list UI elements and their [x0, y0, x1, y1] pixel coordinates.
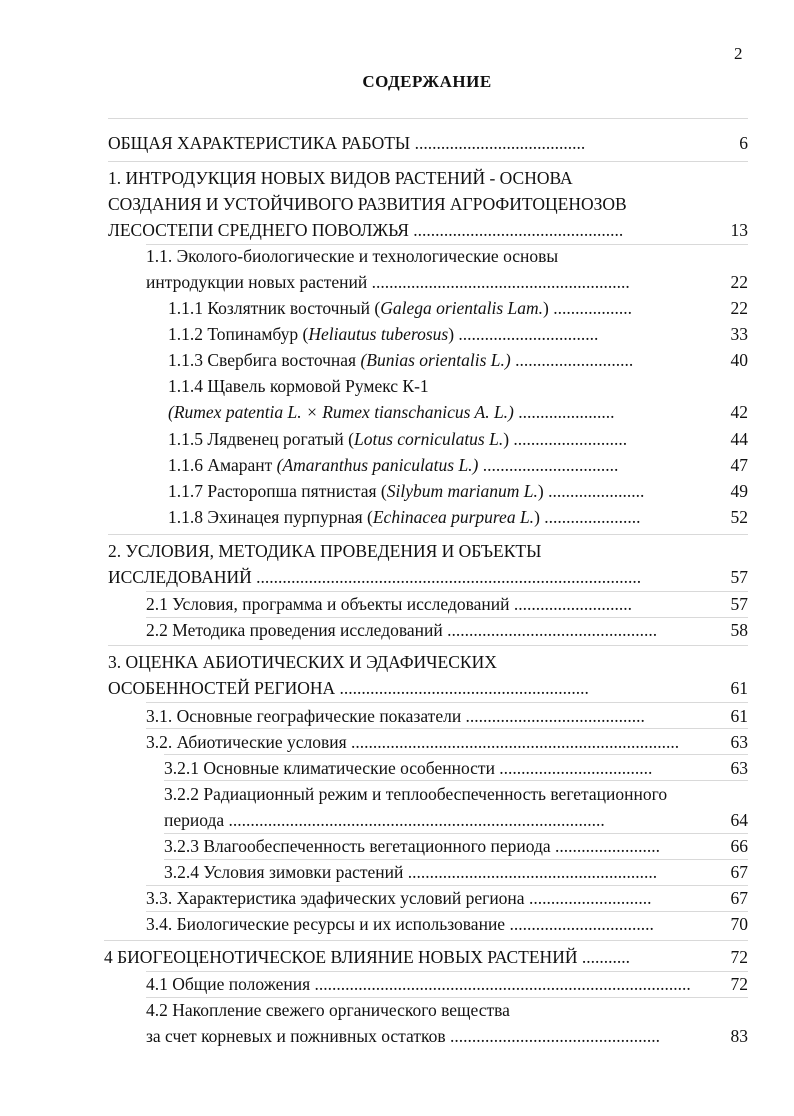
- toc-page-number: 83: [730, 1026, 748, 1046]
- toc-entry-3-2-2-line2: периода ......................................................................................: [164, 810, 605, 830]
- entry-text: 1.1.1 Козлятник восточный (: [168, 298, 381, 318]
- toc-page-number: 66: [730, 836, 748, 856]
- toc-entry-3-2: 3.2. Абиотические условия ...........................................................................: [146, 732, 680, 752]
- toc-page-number: 72: [730, 947, 748, 967]
- toc-entry-4-2-line2: за счет корневых и пожнивных остатков ................................................: [146, 1026, 660, 1046]
- entry-text: 1.1.2 Топинамбур (: [168, 324, 309, 344]
- entry-leader: ...............................: [478, 455, 619, 475]
- toc-entry-1-1: 1.1. Эколого-биологические и технологические основы: [146, 246, 559, 266]
- latin-name: Lotus corniculatus L.: [353, 429, 504, 449]
- toc-page-number: 57: [730, 594, 748, 614]
- toc-page-number: 72: [730, 974, 748, 994]
- latin-name: Heliautus tuberosus: [308, 324, 449, 344]
- latin-name: (Amaranthus paniculatus L.): [276, 455, 479, 475]
- divider: [108, 118, 748, 119]
- toc-page-number: 63: [730, 758, 748, 778]
- page-number: 2: [734, 44, 743, 63]
- toc-entry-1-1-line2: интродукции новых растений ...........................................................: [146, 272, 630, 292]
- toc-page-number: 22: [730, 298, 748, 318]
- toc-page-number: 33: [730, 324, 748, 344]
- toc-page-number: 61: [730, 706, 748, 726]
- entry-text: 1.1.3 Свербига восточная: [168, 350, 361, 370]
- divider: [146, 885, 748, 886]
- toc-entry-3-4: 3.4. Биологические ресурсы и их использование .................................: [146, 914, 654, 934]
- toc-entry-3-3: 3.3. Характеристика эдафических условий региона ............................: [146, 888, 652, 908]
- toc-page-number: 52: [730, 507, 748, 527]
- divider: [108, 534, 748, 535]
- toc-entry-1-1-1: [168, 297, 632, 319]
- toc-entry-3-2-1: 3.2.1 Основные климатические особенности ...................................: [164, 758, 653, 778]
- toc-entry-chapter-3: 3. ОЦЕНКА АБИОТИЧЕСКИХ И ЭДАФИЧЕСКИХ: [108, 652, 497, 672]
- toc-entry-1-1-6: [168, 454, 618, 476]
- toc-page-number: 64: [730, 810, 748, 830]
- toc-page-number: 40: [730, 350, 748, 370]
- toc-page-number: 70: [730, 914, 748, 934]
- entry-leader: ) ......................: [537, 481, 645, 501]
- toc-entry-chapter-4: 4 БИОГЕОЦЕНОТИЧЕСКОЕ ВЛИЯНИЕ НОВЫХ РАСТЕНИЙ ...........: [104, 947, 630, 967]
- entry-text: 1.1.5 Лядвенец рогатый (: [168, 429, 354, 449]
- latin-name: (Bunias orientalis L.): [360, 350, 511, 370]
- toc-entry-1-1-8: [168, 506, 641, 528]
- toc-entry-4-2: 4.2 Накопление свежего органического вещества: [146, 1000, 510, 1020]
- divider: [146, 617, 748, 618]
- divider: [108, 645, 748, 646]
- toc-page-number: 47: [730, 455, 748, 475]
- entry-leader: ) ................................: [448, 324, 599, 344]
- toc-page-number: 63: [730, 732, 748, 752]
- toc-entry-chapter-3-line2: ОСОБЕННОСТЕЙ РЕГИОНА .........................................................: [108, 678, 589, 698]
- divider: [164, 833, 748, 834]
- latin-name: Galega orientalis Lam.: [380, 298, 544, 318]
- entry-text: 1.1.8 Эхинацея пурпурная (: [168, 507, 373, 527]
- latin-name: Silybum marianum L.: [386, 481, 538, 501]
- divider: [164, 859, 748, 860]
- toc-entry-general: ОБЩАЯ ХАРАКТЕРИСТИКА РАБОТЫ .......................................: [108, 133, 586, 153]
- toc-entry-3-2-4: 3.2.4 Условия зимовки растений .........................................................: [164, 862, 658, 882]
- toc-entry-1-1-7: [168, 480, 644, 502]
- toc-entry-4-1: 4.1 Общие положения ......................................................................................: [146, 974, 691, 994]
- divider: [146, 971, 748, 972]
- divider: [146, 911, 748, 912]
- divider: [164, 754, 748, 755]
- toc-page-number: 49: [730, 481, 748, 501]
- toc-entry-1-1-4-line2: [168, 401, 615, 423]
- toc-entry-chapter-1: 1. ИНТРОДУКЦИЯ НОВЫХ ВИДОВ РАСТЕНИЙ - ОСНОВА: [108, 168, 573, 188]
- toc-page-number: 67: [730, 862, 748, 882]
- toc-page-number: 61: [730, 678, 748, 698]
- toc-page-number: 42: [730, 402, 748, 422]
- divider: [108, 161, 748, 162]
- page-title: СОДЕРЖАНИЕ: [362, 72, 492, 91]
- toc-page-number: 57: [730, 567, 748, 587]
- toc-entry-2-1: 2.1 Условия, программа и объекты исследований ...........................: [146, 594, 632, 614]
- toc-entry-1-1-2: [168, 323, 598, 345]
- entry-leader: ) ......................: [534, 507, 641, 527]
- entry-text: 1.1.7 Расторопша пятнистая (: [168, 481, 387, 501]
- toc-page-number: 13: [730, 220, 748, 240]
- entry-leader: ......................: [513, 402, 615, 422]
- divider: [146, 702, 748, 703]
- toc-entry-chapter-2-line2: ИССЛЕДОВАНИЙ ........................................................................................: [108, 567, 642, 587]
- divider: [164, 780, 748, 781]
- divider: [146, 997, 748, 998]
- toc-entry-chapter-2: 2. УСЛОВИЯ, МЕТОДИКА ПРОВЕДЕНИЯ И ОБЪЕКТЫ: [108, 541, 542, 561]
- entry-leader: ) ..........................: [503, 429, 628, 449]
- toc-entry-1-1-3: [168, 349, 633, 371]
- toc-entry-3-1: 3.1. Основные географические показатели .........................................: [146, 706, 645, 726]
- toc-page-number: 44: [730, 429, 748, 449]
- entry-text: 1.1.6 Амарант: [168, 455, 277, 475]
- toc-entry-chapter-1-line3: ЛЕСОСТЕПИ СРЕДНЕГО ПОВОЛЖЬЯ ................................................: [108, 220, 624, 240]
- latin-name: (Rumex patentia L. × Rumex tianschanicus A. L.): [168, 402, 514, 422]
- entry-leader: ) ..................: [543, 298, 632, 318]
- toc-entry-2-2: 2.2 Методика проведения исследований ................................................: [146, 620, 658, 640]
- divider: [146, 591, 748, 592]
- toc-entry-3-2-3: 3.2.3 Влагообеспеченность вегетационного периода ........................: [164, 836, 661, 856]
- divider: [146, 728, 748, 729]
- toc-page-number: 58: [730, 620, 748, 640]
- toc-entry-1-1-4: 1.1.4 Щавель кормовой Румекс К-1: [168, 376, 429, 396]
- toc-entry-chapter-1-line2: СОЗДАНИЯ И УСТОЙЧИВОГО РАЗВИТИЯ АГРОФИТОЦЕНОЗОВ: [108, 194, 627, 214]
- entry-leader: ...........................: [510, 350, 634, 370]
- toc-entry-3-2-2: 3.2.2 Радиационный режим и теплообеспеченность вегетационного: [164, 784, 668, 804]
- latin-name: Echinacea purpurea L.: [372, 507, 535, 527]
- toc-entry-1-1-5: [168, 428, 627, 450]
- divider: [104, 940, 748, 941]
- toc-page-number: 22: [730, 272, 748, 292]
- toc-page-number: 6: [739, 133, 748, 153]
- toc-page-number: 67: [730, 888, 748, 908]
